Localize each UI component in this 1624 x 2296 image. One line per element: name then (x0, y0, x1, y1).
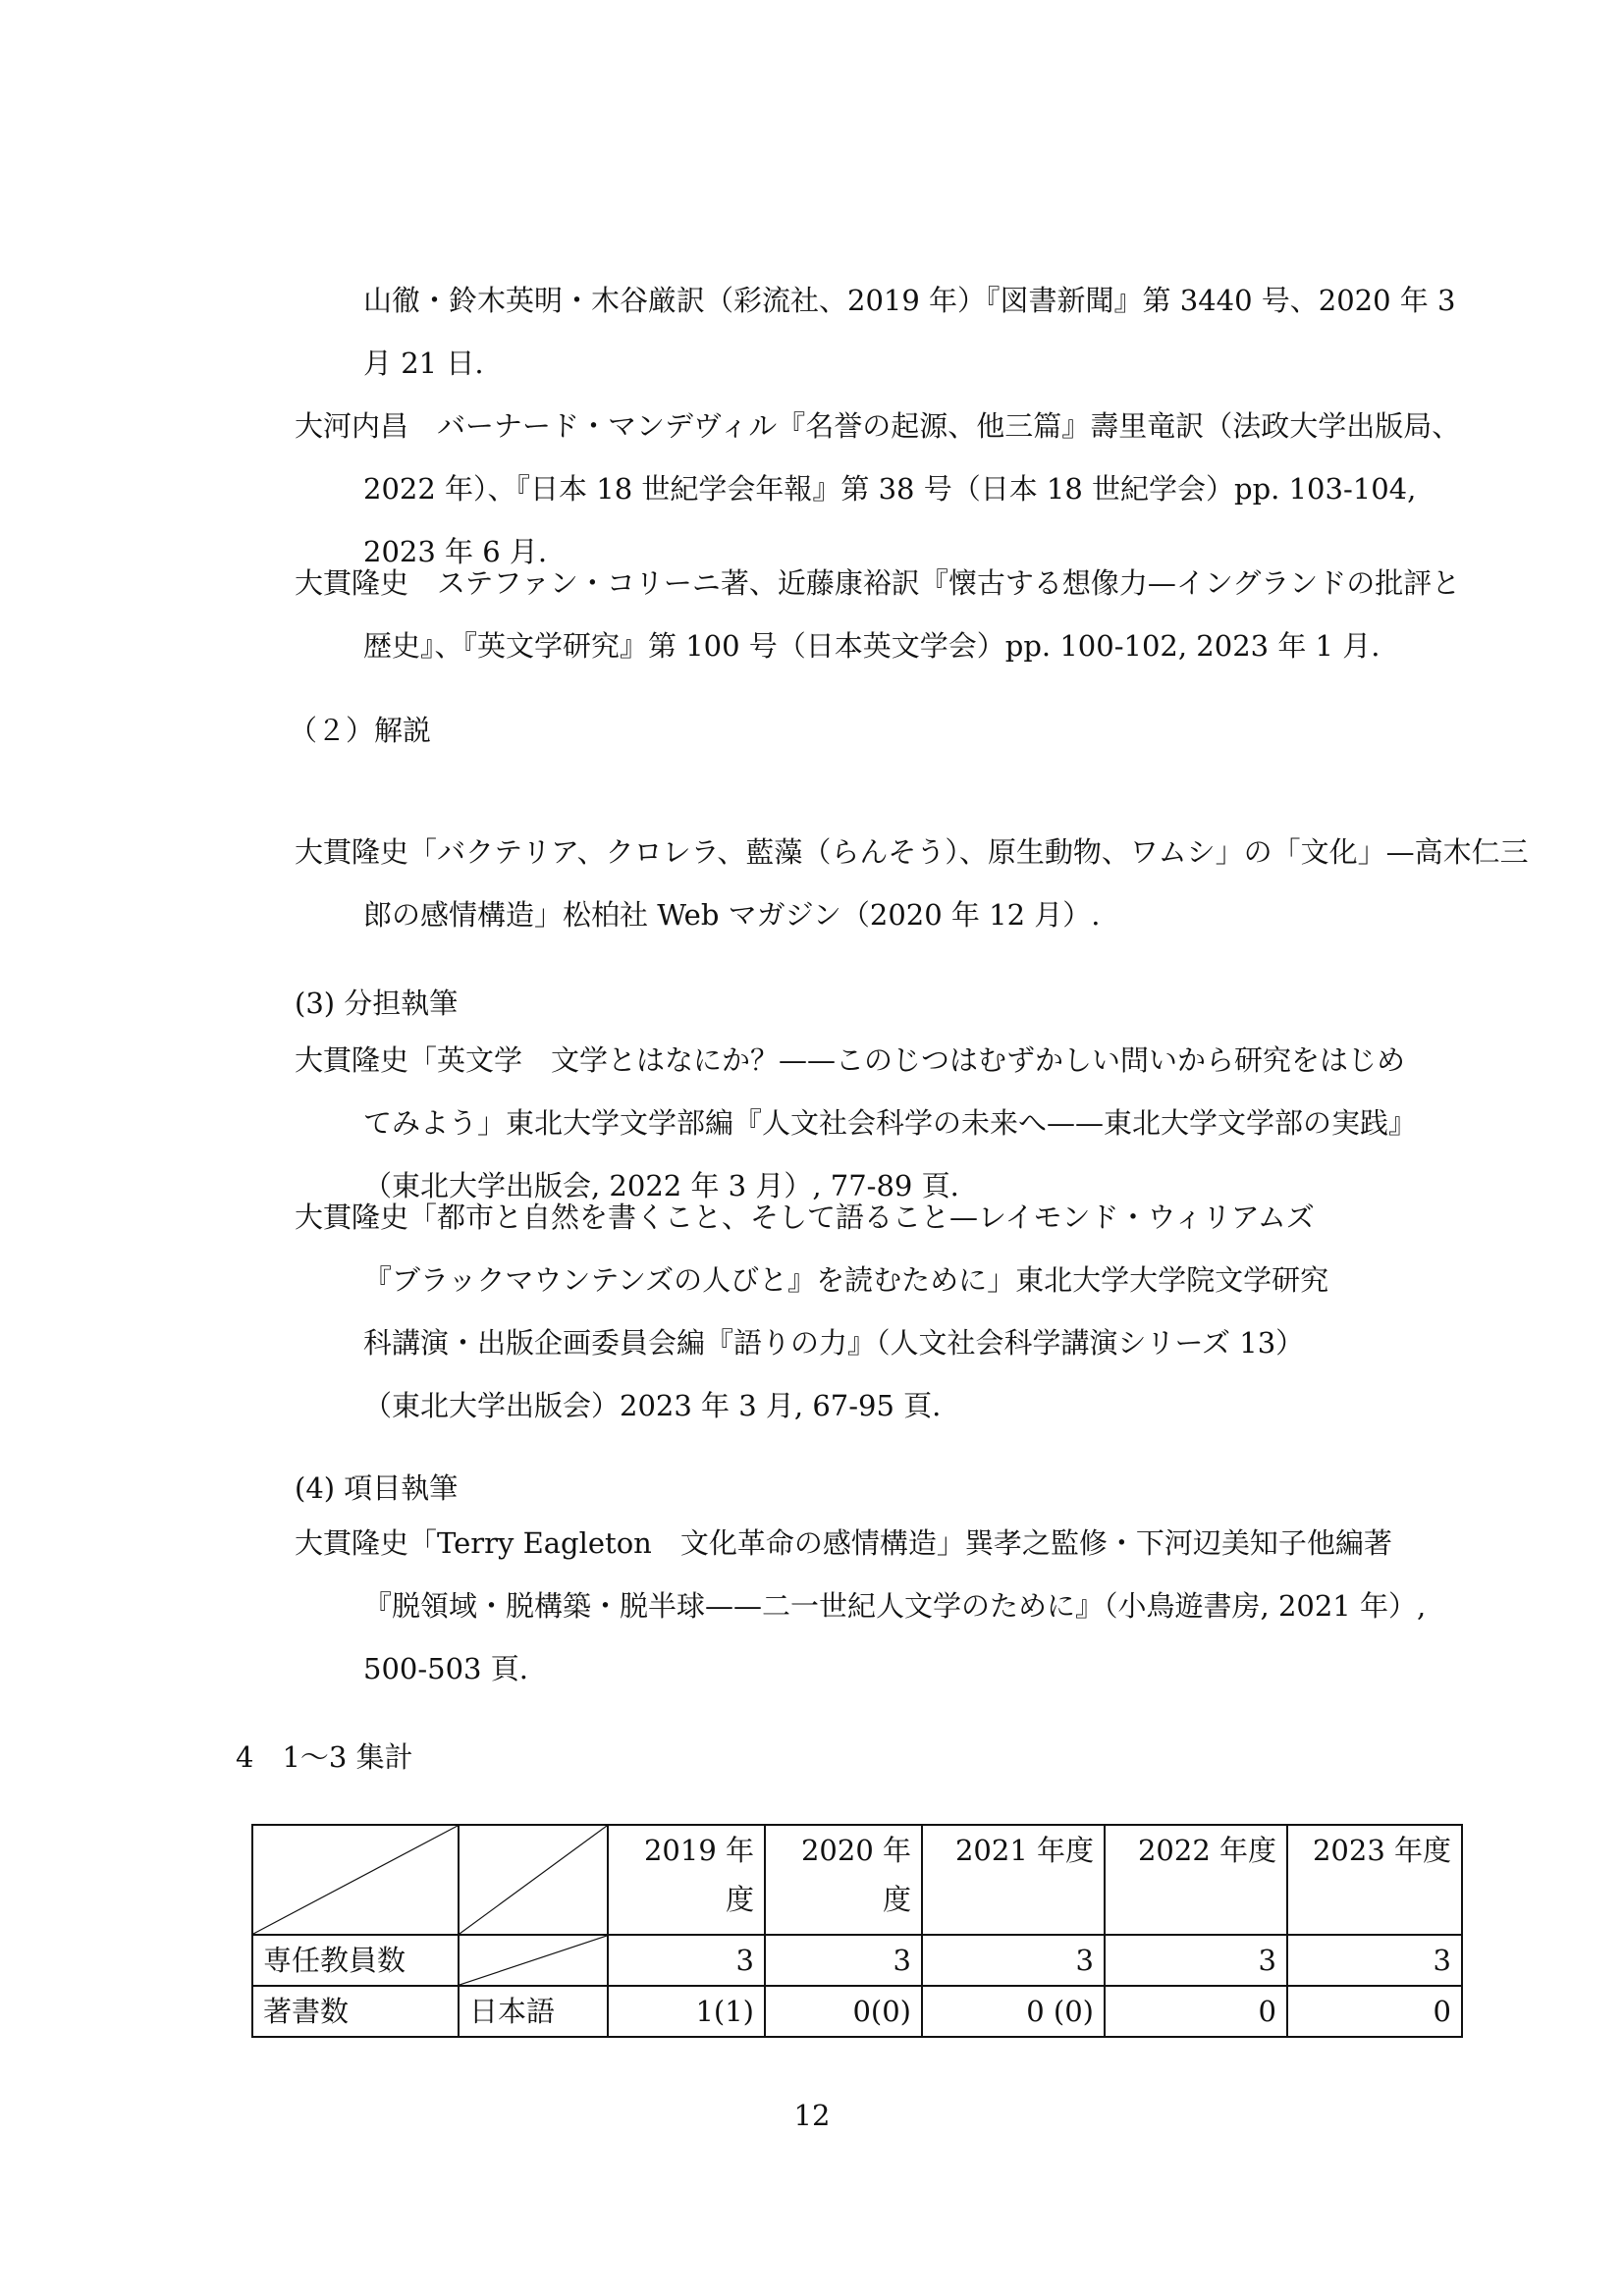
table-cell: 3 (608, 1935, 765, 1986)
column-header: 2019 年度 (608, 1825, 765, 1935)
column-header: 2020 年度 (765, 1825, 922, 1935)
item-entry (295, 1512, 1427, 1700)
table-header-row (252, 1825, 1462, 1935)
diagonal-cell (252, 1825, 459, 1935)
entry-line: 2023 年 6 月. (363, 535, 548, 568)
entry-line: 大貫隆史「英文学 文学とはなにか？——このじつはむずかしい問いから研究をはじめ (295, 1043, 1406, 1077)
entry-line: 『脱領域・脱構築・脱半球——二一世紀人文学のために』（小鳥遊書房, 2021 年）, (363, 1589, 1427, 1623)
table-cell: 0 (0) (922, 1986, 1105, 2037)
entry-line: 歴史』、『英文学研究』第 100 号（日本英文学会）pp. 100-102, 2023 年 1 月. (363, 629, 1380, 663)
entry-line: 大河内昌 バーナード・マンデヴィル『名誉の起源、他三篇』壽里竜訳（法政大学出版局、 (295, 409, 1461, 443)
row-sublabel: 日本語 (459, 1986, 608, 2037)
entry-line: 2022 年）、『日本 18 世紀学会年報』第 38 号（日本 18 世紀学会）pp. 103-104, (363, 472, 1417, 506)
table-cell: 1(1) (608, 1986, 765, 2037)
table-cell: 3 (1287, 1935, 1462, 1986)
section-heading: (3) 分担執筆 (295, 987, 459, 1020)
entry-line: 『ブラックマウンテンズの人びと』を読むために」東北大学大学院文学研究 (363, 1263, 1329, 1297)
table-cell: 0(0) (765, 1986, 922, 2037)
entry-line: 大貫隆史「都市と自然を書くこと、そして語ること—レイモンド・ウィリアムズ (295, 1201, 1315, 1234)
entry-line: 山徹・鈴木英明・木谷厳訳（彩流社、2019 年）『図書新聞』第 3440 号、2020 年 3 (363, 284, 1456, 317)
row-label: 専任教員数 (252, 1935, 459, 1986)
page-number: 12 (793, 2099, 831, 2132)
entry-line: 月 21 日. (363, 347, 484, 380)
entry-line: 500-503 頁. (363, 1652, 528, 1685)
entry-line: 大貫隆史「バクテリア、クロレラ、藍藻（らんそう）、原生動物、ワムシ」の「文化」—高木仁三 (295, 835, 1529, 869)
table-cell: 3 (922, 1935, 1105, 1986)
section-heading: (4) 項目執筆 (295, 1471, 459, 1505)
review-entry-continued (295, 269, 1456, 395)
table-cell: 0 (1105, 1986, 1287, 2037)
entry-line: 大貫隆史 ステファン・コリーニ著、近藤康裕訳『懐古する想像力—イングランドの批評と (295, 566, 1461, 600)
entry-line: てみよう」東北大学文学部編『人文社会科学の未来へ——東北大学文学部の実践』 (363, 1106, 1418, 1140)
review-entry (295, 552, 1461, 677)
entry-line: （東北大学出版会, 2022 年 3 月）, 77-89 頁. (363, 1169, 959, 1202)
column-header: 2022 年度 (1105, 1825, 1287, 1935)
table-cell: 0 (1287, 1986, 1462, 2037)
column-header: 2023 年度 (1287, 1825, 1462, 1935)
column-header: 2021 年度 (922, 1825, 1105, 1935)
entry-line: 科講演・出版企画委員会編『語りの力』（人文社会科学講演シリーズ 13） (363, 1326, 1305, 1360)
section-heading: （２）解説 (289, 714, 432, 747)
entry-line: （東北大学出版会）2023 年 3 月, 67-95 頁. (363, 1389, 942, 1422)
chapter-entry (295, 1186, 1384, 1437)
diagonal-cell (459, 1935, 608, 1986)
table-cell: 3 (765, 1935, 922, 1986)
entry-line: 大貫隆史「Terry Eagleton 文化革命の感情構造」巽孝之監修・下河辺美知子他編著 (295, 1526, 1392, 1560)
table-row (252, 1986, 1462, 2037)
table-row (252, 1935, 1462, 1986)
table-cell: 3 (1105, 1935, 1287, 1986)
commentary-entry (295, 821, 1529, 946)
summary-heading: 4 1〜3 集計 (236, 1740, 413, 1774)
entry-line: 郎の感情構造」松柏社 Web マガジン（2020 年 12 月）. (363, 898, 1101, 932)
summary-table (251, 1824, 1463, 2038)
row-label: 著書数 (252, 1986, 459, 2037)
diagonal-cell (459, 1825, 608, 1935)
